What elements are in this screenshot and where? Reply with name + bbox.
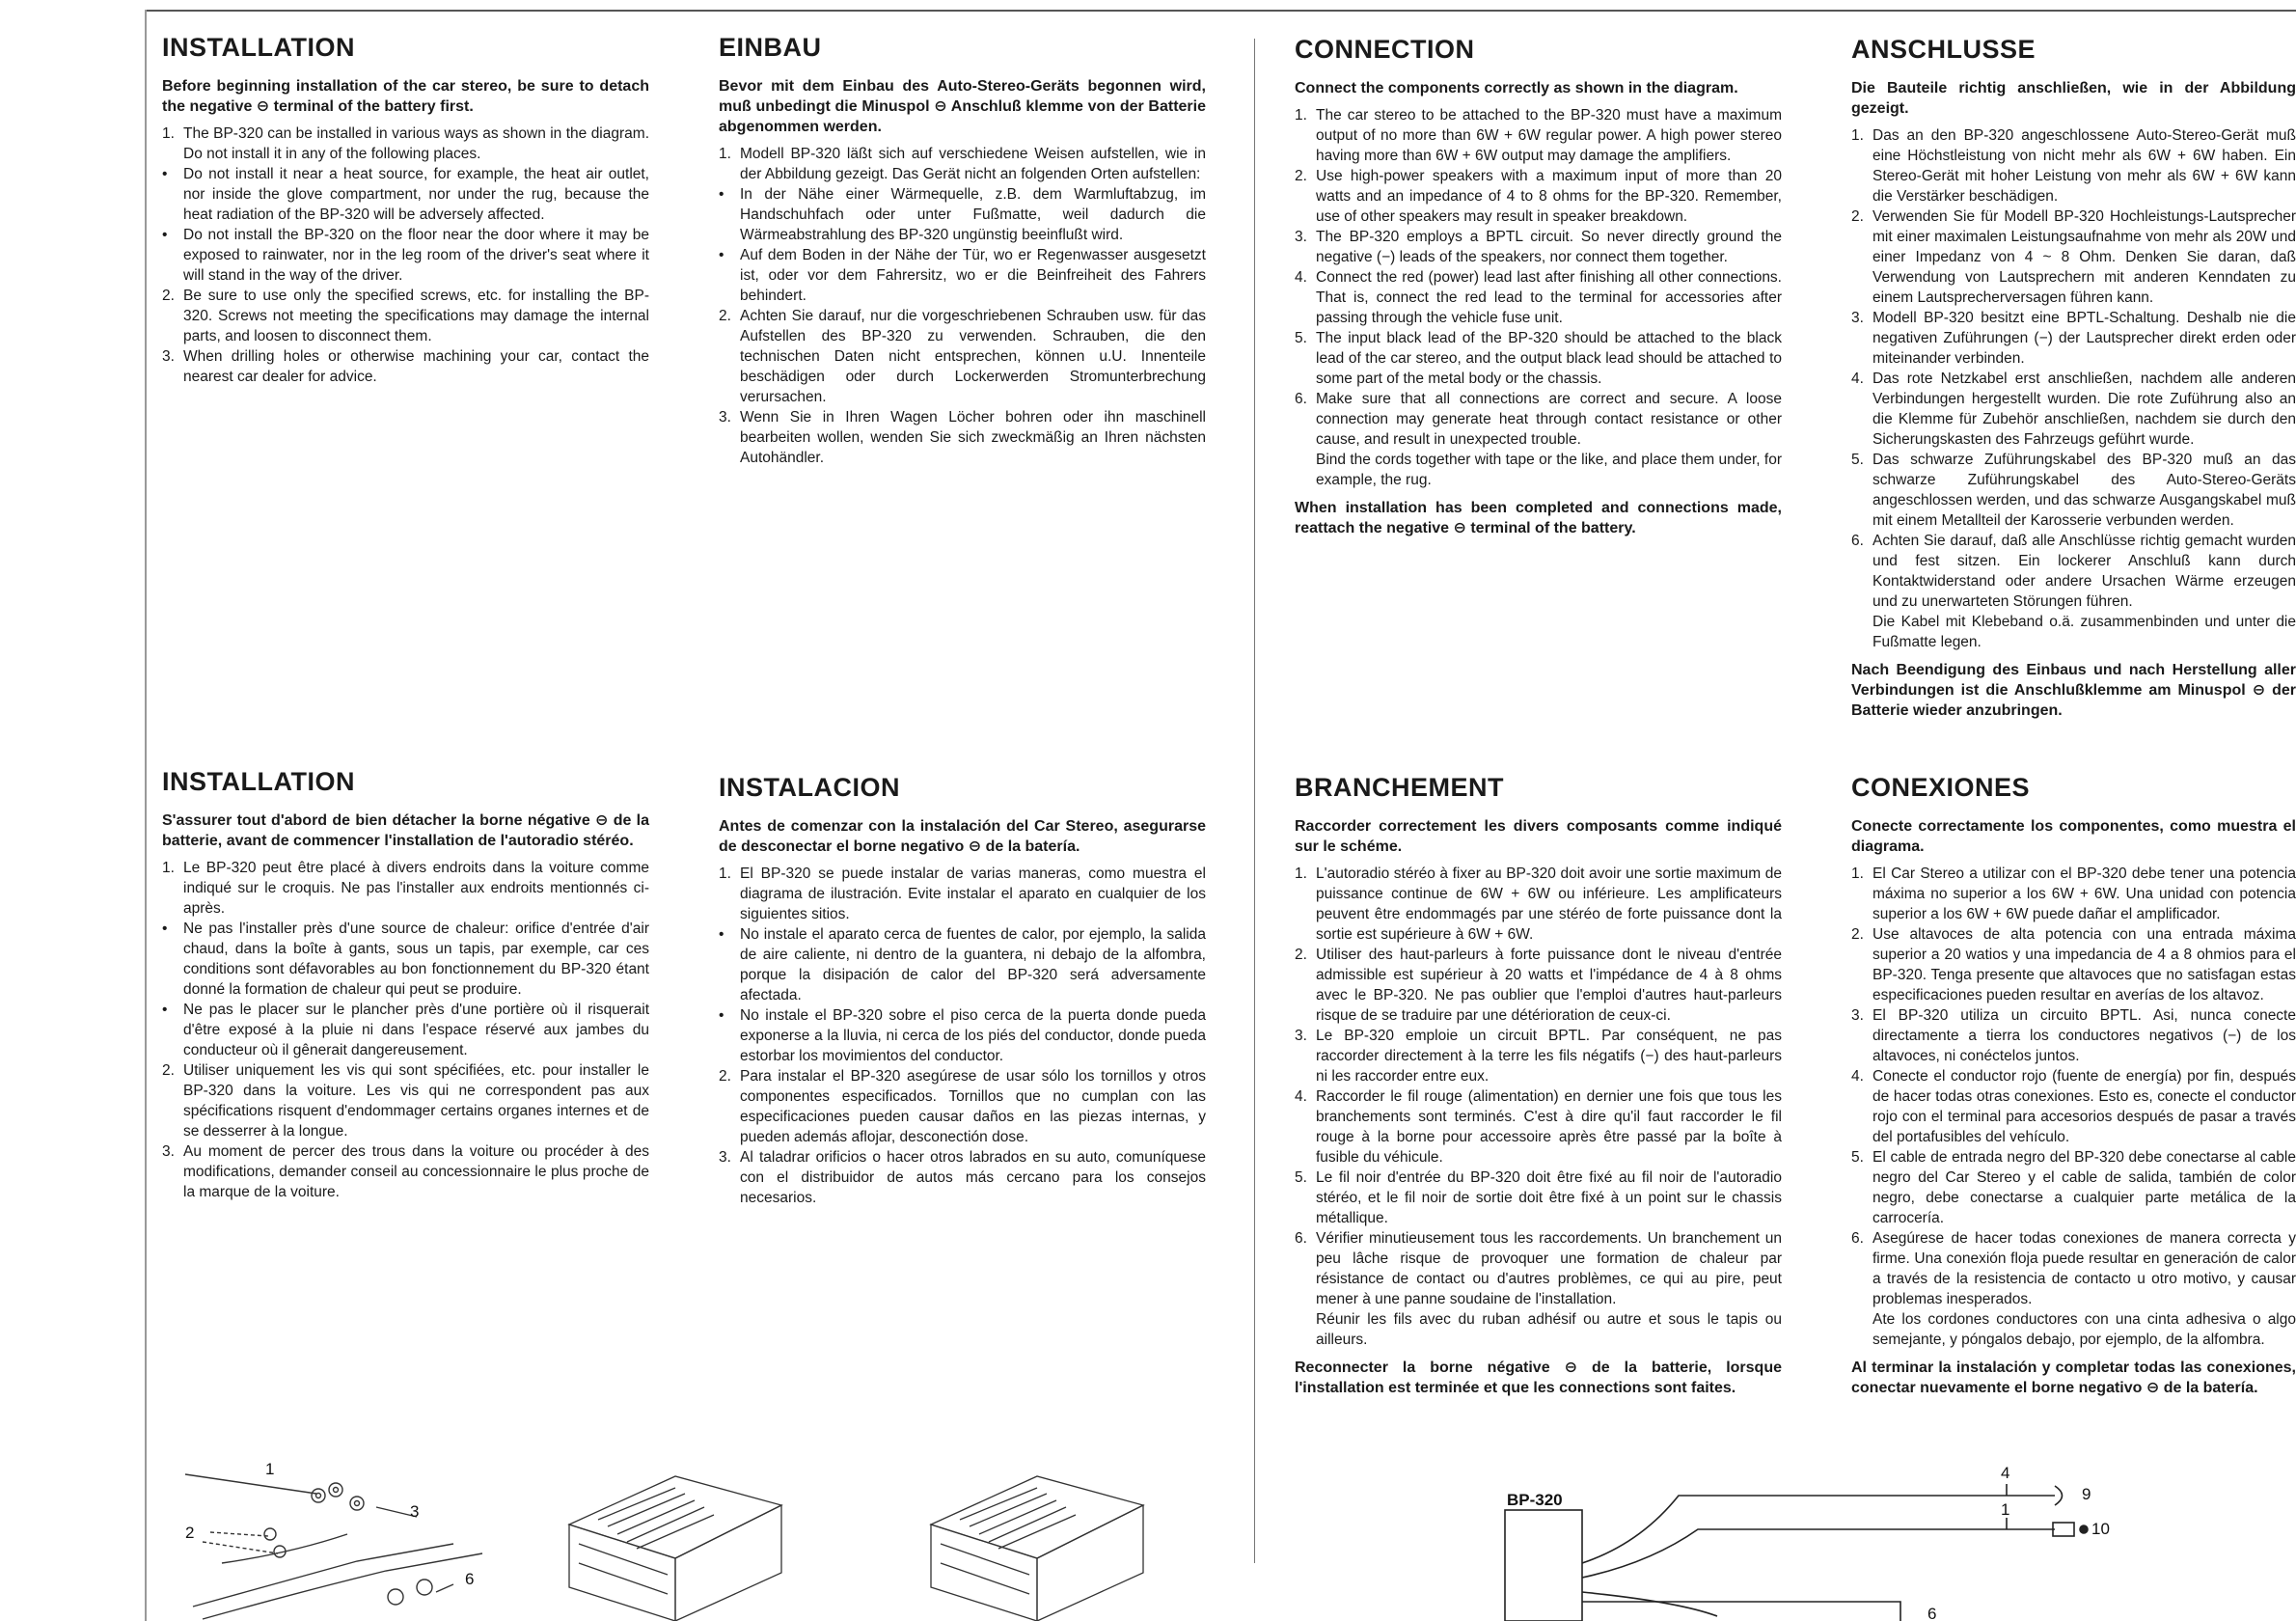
instruction-item [719, 1005, 1206, 1066]
section-intro: Raccorder correctement les divers composants comme indiqué sur le schéme. [1295, 818, 1782, 855]
item-marker: 3. [1851, 1007, 1864, 1024]
column-divider [1254, 39, 1255, 1563]
section-intro: Antes de comenzar con la instalación del Car Stereo, asegurarse de desconectar el borne negativo ⊖ de la batería. [719, 818, 1206, 855]
item-marker: 3. [719, 409, 731, 426]
instruction-item [1851, 531, 2296, 612]
item-marker: • [162, 227, 168, 243]
item-marker: 6. [1295, 391, 1307, 407]
item-text: El Car Stereo a utilizar con el BP-320 debe tener una potencia máxima no superior a los 6W + 6W. Una unidad con potencia superior a los 6W + 6W puede dañar el amplificador. [1872, 865, 2296, 922]
page-left-edge [145, 10, 147, 1621]
item-marker: 3. [162, 1143, 175, 1160]
item-marker: 2. [719, 1068, 731, 1085]
item-marker: 2. [1851, 926, 1864, 943]
item-text: Au moment de percer des trous dans la voiture ou procéder à des modifications, demander conseil au concessionnaire le plus proche de la marque de la voiture. [183, 1143, 649, 1200]
item-text: Asegúrese de hacer todas conexiones de manera correcta y firme. Una conexión floja puede resultar en generación de calor a través de la resistencia de contacto u otro motivo, y causar problemas inesperados. [1872, 1230, 2296, 1307]
item-text: Use altavoces de alta potencia con una entrada máxima superior a 20 watios y una impedancia de 4 a 8 ohmios para el BP-320. Tenga presente que altavoces que no satisfagan estas especificaciones pueden resultar en averías de los altavoz. [1872, 926, 2296, 1003]
instruction-item [1851, 864, 2296, 924]
wiring-label-9: 9 [2082, 1485, 2091, 1503]
item-text: El BP-320 se puede instalar de varias maneras, como muestra el diagrama de ilustración. Evite instalar el aparato en cualquier de los siguientes sitios. [740, 865, 1206, 922]
item-marker: 6. [1851, 533, 1864, 549]
item-text: Modell BP-320 läßt sich auf verschiedene Weisen aufstellen, wie in der Abbildung gezeigt. Das Gerät nicht an folgenden Orten aufstellen: [740, 146, 1206, 182]
item-text: Utiliser uniquement les vis qui sont spécifiées, etc. pour installer le BP-320 dans la voiture. Les vis qui ne correspondent pas aux spécifications risquent d'endommager certains organes internes et de se desserrer à la longue. [183, 1062, 649, 1140]
instruction-item [1851, 1005, 2296, 1066]
mount-label-2: 2 [185, 1524, 195, 1542]
item-marker: 2. [1851, 208, 1864, 225]
instruction-item [1295, 267, 1782, 328]
mounting-screws-diagram [164, 1447, 569, 1621]
section-einbau-de [719, 33, 1206, 468]
instruction-item [162, 858, 649, 919]
item-marker: 3. [1295, 1028, 1307, 1044]
instruction-list [162, 858, 649, 1202]
item-text: Vérifier minutieusement tous les raccordements. Un branchement un peu lâche risque de provoquer une formation de chaleur par résistance de contact ou d'autres problèmes, ce qui au pire, peut mener à une panne soudaine de l'installation. [1316, 1230, 1782, 1307]
section-heading: EINBAU [719, 33, 822, 62]
item-marker: 1. [719, 146, 731, 162]
instruction-item [162, 164, 649, 225]
instruction-item [1851, 1066, 2296, 1147]
instruction-list [1295, 864, 1782, 1309]
unit-illustration-2 [921, 1467, 1162, 1621]
instruction-list [1851, 125, 2296, 612]
instruction-item [1851, 206, 2296, 308]
instruction-item [1851, 125, 2296, 206]
instruction-item [1851, 450, 2296, 531]
item-text: Das schwarze Zuführungskabel des BP-320 muß an das schwarze Zuführungskabel des Auto-Stereo-Geräts angeschlossen werden, und das schwarze Ausgangskabel muß mit einem Metallteil der Karosserie verbunden werden. [1872, 452, 2296, 529]
item-marker: 4. [1851, 371, 1864, 387]
instruction-item [1295, 1228, 1782, 1309]
item-marker: • [719, 247, 724, 263]
instruction-item [162, 225, 649, 286]
item-text: Das rote Netzkabel erst anschließen, nachdem alle anderen Verbindungen hergestellt wurden. Die rote Zuführung also an die Klemme für Zubehör anschließen, nachdem sie durch den Sicherungskasten des Fahrzeugs geführt wurde. [1872, 371, 2296, 448]
instruction-list [1851, 864, 2296, 1309]
item-marker: 4. [1295, 1088, 1307, 1105]
item-marker: 3. [1851, 310, 1864, 326]
item-text: Be sure to use only the specified screws, etc. for installing the BP-320. Screws not meeting the specifications may damage the internal parts, and loosen to disconnect them. [183, 288, 649, 344]
item-marker: 6. [1851, 1230, 1864, 1247]
instruction-item [1851, 1147, 2296, 1228]
item-text: In der Nähe einer Wärmequelle, z.B. dem Warmluftabzug, im Handschuhfach oder unter Fußmatte, weil dadurch die Wärmeabstrahlung des BP-320 ungünstig beeinflußt wird. [740, 186, 1206, 243]
instruction-item [719, 245, 1206, 306]
item-marker: 1. [1851, 865, 1864, 882]
item-marker: • [162, 166, 168, 182]
item-text: The BP-320 can be installed in various ways as shown in the diagram. Do not install it in any of the following places. [183, 125, 649, 162]
instruction-item [162, 286, 649, 346]
section-heading: INSTALLATION [162, 767, 355, 796]
section-installation-en [162, 33, 649, 387]
section-installation-fr [162, 767, 649, 1202]
item-marker: 1. [162, 125, 175, 142]
item-marker: • [719, 1007, 724, 1024]
item-text: Connect the red (power) lead last after finishing all other connections. That is, connect the red lead to the terminal for accessories after passing through the vehicle fuse unit. [1316, 269, 1782, 326]
item-marker: 1. [162, 860, 175, 876]
item-text: When drilling holes or otherwise machining your car, contact the nearest car dealer for advice. [183, 348, 649, 385]
item-marker: 4. [1851, 1068, 1864, 1085]
item-marker: 5. [1851, 452, 1864, 468]
item-text: Al taladrar orificios o hacer otros labrados en su auto, comuníquese con el distribuidor de autos más cercano para los consejos necesarios. [740, 1149, 1206, 1206]
item-marker: 6. [1295, 1230, 1307, 1247]
item-text: L'autoradio stéréo à fixer au BP-320 doit avoir une sortie maximum de puissance continue de 6W + 6W ou inférieure. Les amplificateurs peuvent être endommagés par une stéréo de forte puissance dont la sortie est supérieure à 6W + 6W. [1316, 865, 1782, 943]
item-marker: 1. [1295, 865, 1307, 882]
section-outro: Al terminar la instalación y completar todas las conexiones, conectar nuevamente el borne negativo ⊖ de la batería. [1851, 1360, 2296, 1396]
item-marker: 2. [1295, 168, 1307, 184]
section-heading: CONEXIONES [1851, 773, 2031, 802]
instruction-item [162, 1141, 649, 1202]
instruction-item [1851, 924, 2296, 1005]
instruction-item [719, 864, 1206, 924]
item-text: Achten Sie darauf, daß alle Anschlüsse richtig gemacht wurden und fest sitzen. Ein lockerer Anschluß kann durch Kontaktwiderstand oder andere Ursachen Wärme erzeugen und zu unerwarteten Störungen führen. [1872, 533, 2296, 610]
section-note: Bind the cords together with tape or the like, and place them under, for example, the rug. [1316, 452, 1782, 488]
instruction-item [1851, 308, 2296, 369]
item-text: Use high-power speakers with a maximum input of more than 20 watts and an impedance of 4 to 8 ohms for the BP-320. Remember, use of other speakers may result in speaker breakdown. [1316, 168, 1782, 225]
instruction-list [162, 124, 649, 387]
item-marker: 2. [719, 308, 731, 324]
wiring-label-4: 4 [2001, 1464, 2010, 1482]
section-heading: ANSCHLUSSE [1851, 35, 2036, 64]
item-marker: • [162, 920, 168, 937]
section-outro: Reconnecter la borne négative ⊖ de la batterie, lorsque l'installation est terminée et que les connections sont faites. [1295, 1360, 1782, 1396]
item-marker: 3. [1295, 229, 1307, 245]
item-text: El cable de entrada negro del BP-320 debe conectarse al cable negro del Car Stereo y el cable de salida, también de color negro, debe conectarse a cualquier parte metálica de la carrocería. [1872, 1149, 2296, 1226]
instruction-item [719, 144, 1206, 184]
item-marker: 1. [719, 865, 731, 882]
item-text: Auf dem Boden in der Nähe der Tür, wo er Regenwasser ausgesetzt ist, oder vor dem Fahrersitz, wo er die Beinfreiheit des Fahrers behindert. [740, 247, 1206, 304]
instruction-item [719, 407, 1206, 468]
wiring-label-6: 6 [1927, 1605, 1937, 1621]
instruction-item [1295, 945, 1782, 1026]
section-heading: CONNECTION [1295, 35, 1475, 64]
item-marker: 3. [719, 1149, 731, 1166]
section-branchement-fr [1295, 773, 1782, 1398]
section-outro: When installation has been completed and connections made, reattach the negative ⊖ terminal of the battery. [1295, 500, 1782, 536]
instruction-list [1295, 105, 1782, 450]
section-anschlusse-de [1851, 35, 2296, 721]
section-note: Ate los cordones conductores con una cinta adhesiva o algo semejante, y póngalos debajo, por ejemplo, de la alfombra. [1872, 1311, 2296, 1348]
instruction-item [1295, 227, 1782, 267]
item-marker: 5. [1851, 1149, 1864, 1166]
item-text: Das an den BP-320 angeschlossene Auto-Stereo-Gerät muß eine Höchstleistung von nicht mehr als 6W + 6W haben. Ein Stereo-Gerät mit hoher Leistung von mehr als 6W + 6W kann die Verstärker beschädigen. [1872, 127, 2296, 205]
instruction-item [719, 1066, 1206, 1147]
mount-label-6: 6 [465, 1570, 475, 1588]
section-intro: Before beginning installation of the car stereo, be sure to detach the negative ⊖ terminal of the battery first. [162, 78, 649, 115]
instruction-item [162, 124, 649, 164]
instruction-item [719, 184, 1206, 245]
item-text: Ne pas le placer sur le plancher près d'une portière où il risquerait d'être exposé à la pluie ni dans l'espace réservé aux jambes du conducteur où il gênerait dangereusement. [183, 1002, 649, 1058]
instruction-item [719, 1147, 1206, 1208]
section-instalacion-es [719, 773, 1206, 1208]
section-connection-en [1295, 35, 1782, 538]
item-marker: 5. [1295, 1169, 1307, 1186]
instruction-item [1295, 389, 1782, 450]
instruction-item [1851, 1228, 2296, 1309]
item-text: Do not install the BP-320 on the floor near the door where it may be exposed to rainwater, nor in the leg room of the driver's seat where it will stand in the way of the driver. [183, 227, 649, 284]
item-text: Achten Sie darauf, nur die vorgeschriebenen Schrauben usw. für das Aufstellen des BP-320 zu verwenden. Schrauben, die den technischen Daten nicht entsprechen, können u.U. Innenteile beschädigen oder durch Lockerwerden Stromunterbrechung verursachen. [740, 308, 1206, 405]
item-text: The input black lead of the BP-320 should be attached to the black lead of the car stereo, and the output black lead should be attached to some part of the metal body or the chassis. [1316, 330, 1782, 387]
item-marker: 2. [162, 288, 175, 304]
mount-label-3: 3 [410, 1502, 420, 1521]
item-text: Utiliser des haut-parleurs à forte puissance dont le niveau d'entrée admissible est supérieur à 20 watts et l'impédance de 4 à 8 ohms avec le BP-320. Ne pas oublier que l'emploi d'autres haut-parleurs risque de se traduire par une détérioration de ceux-ci. [1316, 947, 1782, 1024]
item-text: Le BP-320 emploie un circuit BPTL. Par conséquent, ne pas raccorder directement à la terre les fils négatifs (−) des haut-parleurs ni les raccorder entre eux. [1316, 1028, 1782, 1085]
section-intro: Connect the components correctly as shown in the diagram. [1295, 80, 1738, 96]
instruction-item [162, 1000, 649, 1060]
item-text: The BP-320 employs a BPTL circuit. So never directly ground the negative (−) leads of the speakers, nor connect them together. [1316, 229, 1782, 265]
instruction-item [719, 924, 1206, 1005]
section-intro: Bevor mit dem Einbau des Auto-Stereo-Geräts begonnen wird, muß unbedingt die Minuspol ⊖ Anschluß klemme von der Batterie abgenommen werden. [719, 78, 1206, 135]
wiring-model-label: BP-320 [1507, 1491, 1563, 1509]
item-marker: 1. [1295, 107, 1307, 124]
section-heading: INSTALLATION [162, 33, 355, 62]
item-marker: 1. [1851, 127, 1864, 144]
instruction-item [162, 346, 649, 387]
section-conexiones-es [1851, 773, 2296, 1398]
item-text: Verwenden Sie für Modell BP-320 Hochleistungs-Lautsprecher mit einer maximalen Leistungsaufnahme von mehr als 20W und einer Impedanz von 4 ~ 8 Ohm. Denken Sie daran, daß Verwendung von Lautsprechern mit anderen Kenndaten zu einem Lautsprecherversagen führen kann. [1872, 208, 2296, 306]
section-note: Réunir les fils avec du ruban adhésif ou autre et sous le tapis ou ailleurs. [1316, 1311, 1782, 1348]
section-outro: Nach Beendigung des Einbaus und nach Herstellung aller Verbindungen ist die Anschlußklemme am Minuspol ⊖ der Batterie wieder anzubringen. [1851, 662, 2296, 719]
item-marker: 3. [162, 348, 175, 365]
section-note: Die Kabel mit Klebeband o.ä. zusammenbinden und unter die Fußmatte legen. [1872, 614, 2296, 650]
instruction-item [1295, 1086, 1782, 1168]
instruction-item [1295, 105, 1782, 166]
instruction-item [1295, 864, 1782, 945]
item-text: Modell BP-320 besitzt eine BPTL-Schaltung. Deshalb nie die negativen Zuführungen (−) der Lautsprecher direkt erden oder miteinander verbinden. [1872, 310, 2296, 367]
instruction-item [1295, 166, 1782, 227]
instruction-item [162, 919, 649, 1000]
item-text: Conecte el conductor rojo (fuente de energía) por fin, después de hacer todas otras conexiones. Esto es, conecte el conductor rojo con el terminal para accesorios después de pasar a través del portafusibles del vehículo. [1872, 1068, 2296, 1145]
wiring-label-1: 1 [2001, 1500, 2010, 1519]
wiring-diagram [1486, 1457, 2113, 1621]
mount-label-1: 1 [265, 1460, 275, 1478]
unit-illustration-1 [560, 1467, 801, 1621]
section-intro: S'assurer tout d'abord de bien détacher la borne négative ⊖ de la batterie, avant de commencer l'installation de l'autoradio stéréo. [162, 812, 649, 849]
instruction-item [1295, 1168, 1782, 1228]
instruction-item [162, 1060, 649, 1141]
item-marker: • [719, 186, 724, 203]
instruction-item [719, 306, 1206, 407]
item-text: Raccorder le fil rouge (alimentation) en dernier une fois que tous les branchements sont terminés. C'est à dire qu'il faut raccorder le fil rouge à la borne pour accessoire après être passé par la boîte à fusible du véhicule. [1316, 1088, 1782, 1166]
instruction-item [1851, 369, 2296, 450]
item-text: El BP-320 utiliza un circuito BPTL. Asi, nunca conecte directamente a tierra los conductores negativos (−) de los altavoces, ni conéctelos juntos. [1872, 1007, 2296, 1064]
wiring-label-10: 10 [2091, 1520, 2110, 1538]
item-marker: 2. [1295, 947, 1307, 963]
item-marker: 5. [1295, 330, 1307, 346]
instruction-list [719, 144, 1206, 468]
section-heading: INSTALACION [719, 773, 900, 802]
instruction-item [1295, 1026, 1782, 1086]
item-marker: 2. [162, 1062, 175, 1079]
item-text: Ne pas l'installer près d'une source de chaleur: orifice d'entrée d'air chaud, dans la boîte à gants, sous un tapis, par exemple, car ces conditions sont défavorables au bon fonctionnement du BP-320 étant donné la formation de chaleur qui peut se produire. [183, 920, 649, 998]
section-intro: Die Bauteile richtig anschließen, wie in der Abbildung gezeigt. [1851, 80, 2296, 117]
item-text: Wenn Sie in Ihren Wagen Löcher bohren oder ihn maschinell bearbeiten wollen, wenden Sie sich zweckmäßig an Ihren nächsten Autohändler. [740, 409, 1206, 466]
section-heading: BRANCHEMENT [1295, 773, 1504, 802]
instruction-item [1295, 328, 1782, 389]
item-text: Le BP-320 peut être placé à divers endroits dans la voiture comme indiqué sur le croquis. Ne pas l'installer aux endroits mentionnés ci-après. [183, 860, 649, 917]
item-text: Make sure that all connections are correct and secure. A loose connection may generate heat through contact resistance or other cause, and result in unexpected trouble. [1316, 391, 1782, 448]
item-marker: • [719, 926, 724, 943]
item-text: Do not install it near a heat source, for example, the heat air outlet, nor inside the glove compartment, nor under the rug, because the heat radiation of the BP-320 will be adversely affected. [183, 166, 649, 223]
item-marker: • [162, 1002, 168, 1018]
section-intro: Conecte correctamente los componentes, como muestra el diagrama. [1851, 818, 2296, 855]
instruction-list [719, 864, 1206, 1208]
item-text: The car stereo to be attached to the BP-320 must have a maximum output of no more than 6W + 6W regular power. A high power stereo having more than 6W + 6W output may damage the amplifiers. [1316, 107, 1782, 164]
item-text: No instale el BP-320 sobre el piso cerca de la puerta donde pueda exponerse a la lluvia, ni cerca de los piés del conductor, donde pueda estorbar los movimientos del conductor. [740, 1007, 1206, 1064]
item-text: Para instalar el BP-320 asegúrese de usar sólo los tornillos y otros componentes especificados. Tornillos que no cumplan con las especificaciones pueden causar daños en las piezas internas, y pueden además aflojar, desconectión dose. [740, 1068, 1206, 1145]
page-top-rule [145, 10, 2296, 12]
item-marker: 4. [1295, 269, 1307, 286]
item-text: No instale el aparato cerca de fuentes de calor, por ejemplo, la salida de aire caliente, ni dentro de la guantera, ni debajo de la alfombra, porque la disipación de calor del BP-320 será adversamente afectada. [740, 926, 1206, 1003]
item-text: Le fil noir d'entrée du BP-320 doit être fixé au fil noir de l'autoradio stéréo, et le fil noir de sortie doit être fixé à un point sur le chassis métallique. [1316, 1169, 1782, 1226]
